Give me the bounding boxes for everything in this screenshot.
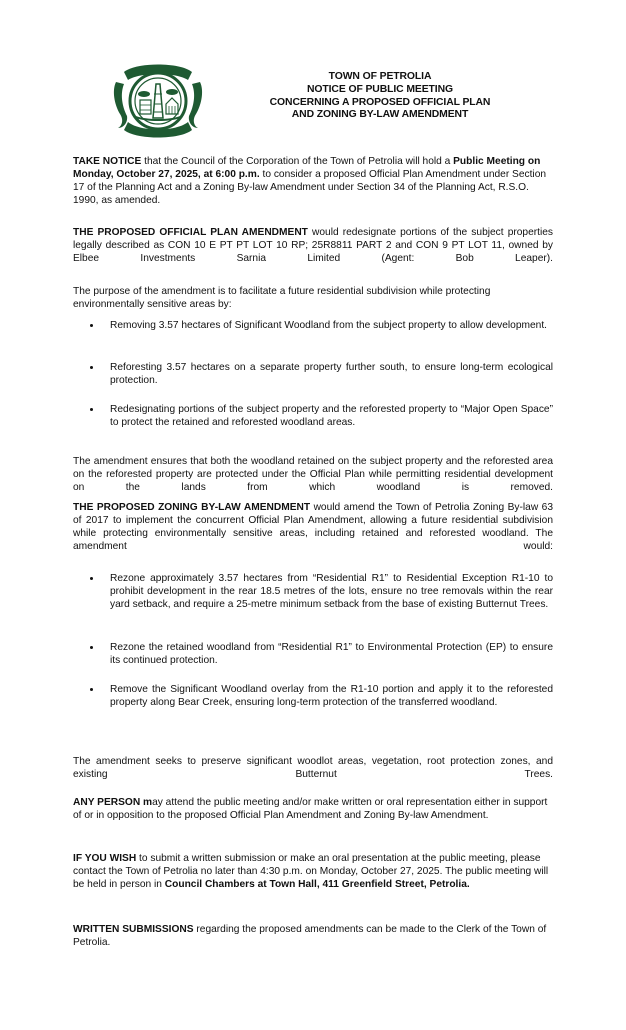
town-crest-logo: [110, 60, 206, 140]
heading-line-notice: NOTICE OF PUBLIC MEETING: [307, 83, 453, 95]
written-submissions-lead: WRITTEN SUBMISSIONS: [73, 924, 194, 935]
take-notice-lead: TAKE NOTICE: [73, 156, 142, 167]
opa-bullet-item: Reforesting 3.57 hectares on a separate property further south, to ensure long-term ecological protection.: [110, 361, 553, 387]
opa-paragraph: THE PROPOSED OFFICIAL PLAN AMENDMENT would redesignate portions of the subject properties legally described as CON 10 E PT PT LOT 10 RP; 25R8811 PART 2 and CON 9 PT LOT 11, owned by Elbee Investments Sarnia Limited (Agent: Bob Leaper).: [73, 227, 553, 265]
any-person-paragraph: ANY PERSON may attend the public meeting and/or make written or oral representation either in support of or in opposition to the proposed Official Plan Amendment and Zoning By-law Amendment.: [73, 797, 548, 822]
heading-line-town: TOWN OF PETROLIA: [328, 71, 432, 82]
zba-paragraph: THE PROPOSED ZONING BY-LAW AMENDMENT would amend the Town of Petrolia Zoning By-law 63 of 2017 to implement the concurrent Official Plan Amendment, allowing a future residential subdivision while protecting environmentally sensitive areas, including retained and reforested woodland. The amendment would:: [73, 502, 553, 553]
if-you-wish-paragraph: IF YOU WISH to submit a written submission or make an oral presentation at the public meeting, please contact the Town of Petrolia no later than 4:30 p.m. on Monday, October 27, 2025. The public meeting will be held in person in Council Chambers at Town Hall, 411 Greenfield Street, Petrolia.: [73, 853, 549, 891]
zba-bullet-item: Rezone approximately 3.57 hectares from “Residential R1” to Residential Exception R1-10 to prohibit development in the rear 18.5 metres of the lots, ensure no tree removals within the rear yard setback, and require a 25-metre minimum setback from the base of existing Butternut Trees.: [110, 572, 553, 611]
any-person-lead: ANY PERSON m: [73, 797, 153, 808]
if-you-wish-lead: IF YOU WISH: [73, 853, 137, 864]
heading-line-amendment: AND ZONING BY-LAW AMENDMENT: [291, 109, 469, 121]
bullet-icon: [90, 324, 93, 327]
opa-bullet-item: Removing 3.57 hectares of Significant Woodland from the subject property to allow development.: [110, 319, 553, 332]
meeting-location: Council Chambers at Town Hall, 411 Greenfield Street, Petrolia.: [164, 879, 470, 891]
meeting-datetime: Public Meeting on Monday, October 27, 2025, at 6:00 p.m.: [73, 156, 541, 181]
opa-ensures-paragraph: The amendment ensures that both the woodland retained on the subject property and the reforested area on the reforested property are protected under the Official Plan while permitting residential development on the lands from which woodland is removed.: [73, 456, 553, 494]
heading-line-concerning: CONCERNING A PROPOSED OFFICIAL PLAN: [269, 96, 491, 108]
opa-bullet-item: Redesignating portions of the subject property and the reforested property to “Major Open Space” to protect the retained and reforested woodland areas.: [110, 403, 553, 429]
written-submissions-paragraph: WRITTEN SUBMISSIONS regarding the proposed amendments can be made to the Clerk of the Town of Petrolia.: [73, 924, 547, 949]
take-notice-paragraph: TAKE NOTICE that the Council of the Corporation of the Town of Petrolia will hold a Public Meeting on Monday, October 27, 2025, at 6:00 p.m. to consider a proposed Official Plan Amendment under Section 17 of the Planning Act and a Zoning By-law Amendment under Section 34 of the Planning Act, R.S.O. 1990, as amended.: [73, 156, 547, 207]
zba-bullet-item: Remove the Significant Woodland overlay from the R1-10 portion and apply it to the reforested property along Bear Creek, ensuring long-term protection of the transferred woodland.: [110, 683, 553, 709]
zba-bullet-item: Rezone the retained woodland from “Residential R1” to Environmental Protection (EP) to ensure its continued protection.: [110, 641, 553, 667]
bullet-icon: [90, 366, 93, 369]
town-of-petrolia-crest-icon: [110, 60, 206, 140]
bullet-icon: [90, 688, 93, 691]
bullet-icon: [90, 408, 93, 411]
opa-purpose-paragraph: The purpose of the amendment is to facilitate a future residential subdivision while protecting environmentally sensitive areas by:: [73, 286, 491, 311]
notice-heading: [230, 71, 530, 122]
bullet-icon: [90, 646, 93, 649]
bullet-icon: [90, 577, 93, 580]
zba-seeks-paragraph: The amendment seeks to preserve significant woodlot areas, vegetation, root protection zones, and existing Butternut Trees.: [73, 756, 553, 781]
opa-lead: THE PROPOSED OFFICIAL PLAN AMENDMENT: [73, 227, 308, 238]
zba-lead: THE PROPOSED ZONING BY-LAW AMENDMENT: [73, 502, 311, 513]
